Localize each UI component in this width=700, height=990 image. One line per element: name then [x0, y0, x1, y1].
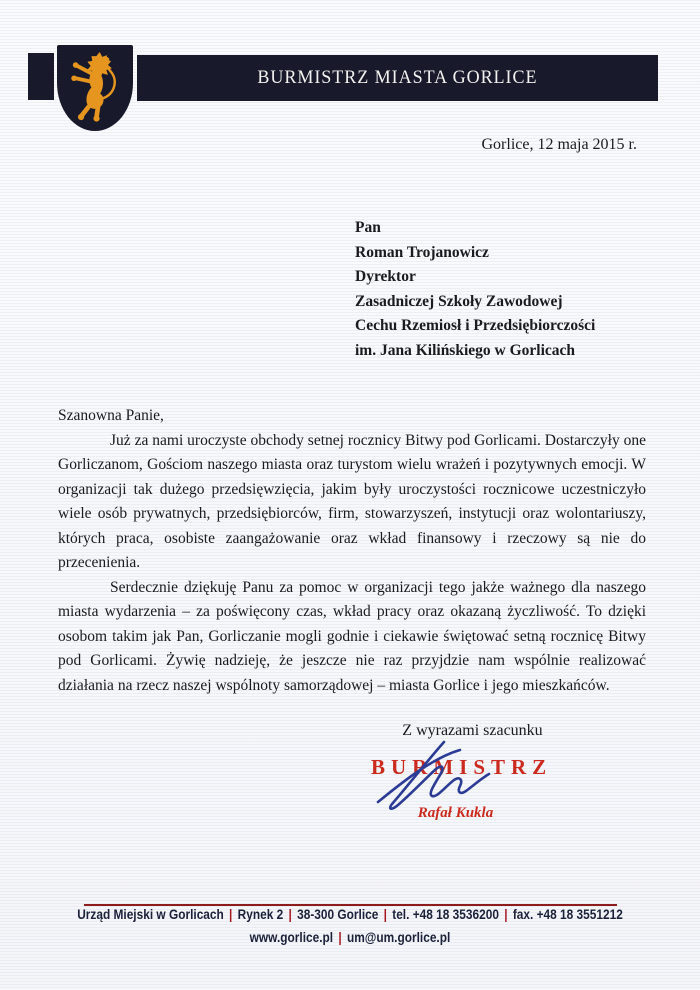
recipient-line: Cechu Rzemiosł i Przedsiębiorczości [355, 317, 596, 334]
footer-street: Rynek 2 [237, 907, 284, 922]
signature-icon [348, 736, 538, 818]
footer-email: um@um.gorlice.pl [346, 930, 451, 945]
signer-name: Rafał Kukla [417, 805, 494, 821]
footer-separator: | [288, 907, 292, 922]
footer-office: Urząd Miejski w Gorlicach [77, 907, 224, 922]
footer-separator: | [504, 907, 508, 922]
footer-web-line [0, 930, 700, 945]
header-banner [137, 55, 658, 101]
footer-fax: fax. +48 18 3551212 [512, 907, 623, 922]
recipient-line: Dyrektor [355, 268, 416, 285]
lion-icon [64, 49, 126, 123]
salutation: Szanowna Panie, [58, 407, 164, 424]
body-paragraph: Serdecznie dziękuję Panu za pomoc w organizacji tego jakże ważnego dla naszego miasta wydarzenia – za poświęcony czas, wkład pracy oraz okazaną życzliwość. To dzięki osobom takim jak Pan, Gorliczanie mogli godnie i ciekawie świętować setną rocznicę Bitwy pod Gorlicami. Żywię nadzieję, że jeszcze nie raz przyjdzie nam wspólnie realizować działania na rzecz naszej wspólnoty samorządowej – miasta Gorlice i jego mieszkańców. [58, 578, 646, 694]
footer-rule [84, 904, 617, 906]
recipient-line: Roman Trojanowicz [355, 243, 489, 261]
footer-separator: | [229, 907, 233, 922]
header-band-left [28, 53, 54, 100]
valediction: Z wyrazami szacunku [402, 722, 543, 739]
footer-website: www.gorlice.pl [249, 930, 334, 945]
body-paragraph: Już za nami uroczyste obchody setnej rocznicy Bitwy pod Gorlicami. Dostarczyły one Gorliczanom, Gościom naszego miasta oraz turystom wielu wrażeń i pozytywnych emocji. W organizacji tak dużego przedsięwzięcia, jakim były uroczystości rocznicowe uczestniczyło wiele osób prywatnych, przedsiębiorców, firm, stowarzyszeń, instytucji oraz wolontariuszy, których praca, osobiste zaangażowanie oraz wkład finansowy i rzeczowy są nie do przecenienia. [58, 431, 646, 571]
footer-city: 38-300 Gorlice [297, 907, 379, 922]
footer-contact-line [0, 907, 700, 922]
footer-separator: | [338, 930, 342, 945]
date-line: Gorlice, 12 maja 2015 r. [481, 136, 637, 153]
recipient-line: Zasadniczej Szkoły Zawodowej [355, 292, 563, 310]
recipient-line: Pan [355, 219, 381, 236]
footer-separator: | [383, 907, 387, 922]
letter-body [58, 404, 646, 698]
coat-of-arms [57, 45, 133, 131]
banner-title: BURMISTRZ MIASTA GORLICE [257, 67, 538, 88]
mayor-stamp: BURMISTRZ [371, 755, 553, 779]
recipient-line: im. Jana Kilińskiego w Gorlicach [355, 341, 576, 359]
footer-phone: tel. +48 18 3536200 [392, 907, 499, 922]
recipient-block [355, 216, 595, 363]
